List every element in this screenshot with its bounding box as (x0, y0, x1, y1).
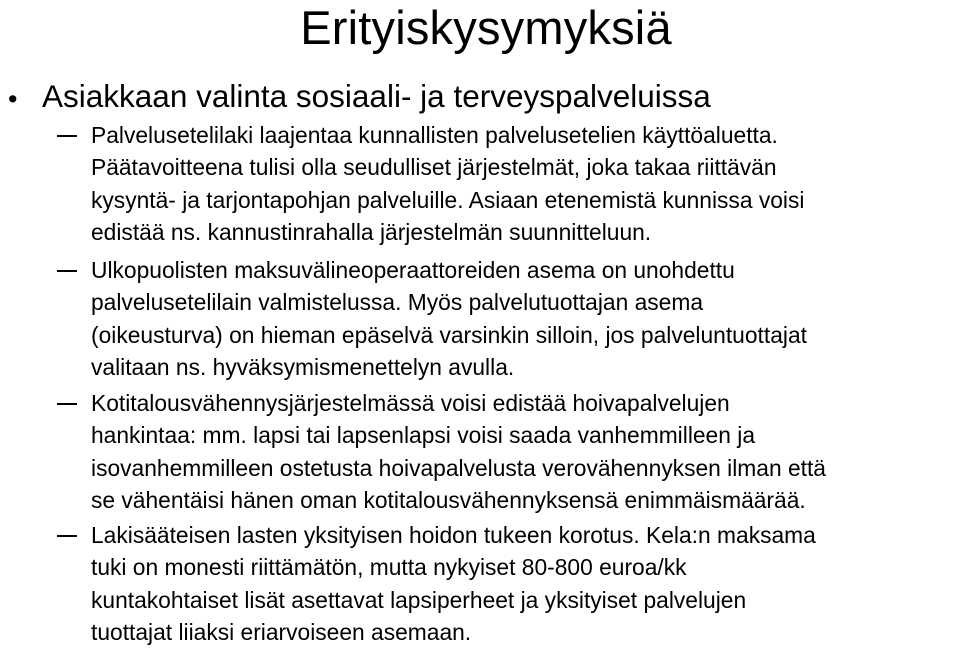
sub-bullet-line: hankintaa: mm. lapsi tai lapsenlapsi voisi saada vanhemmilleen ja (91, 422, 755, 449)
sub-bullet-line: Päätavoitteena tulisi olla seudulliset järjestelmät, joka takaa riittävän (91, 154, 777, 181)
sub-bullet-line: valitaan ns. hyväksymismenettelyn avulla. (91, 353, 515, 380)
sub-bullet-line: se vähentäisi hänen oman kotitalousvähennyksensä enimmäismäärää. (91, 486, 806, 513)
sub-bullet-line: edistää ns. kannustinrahalla järjestelmän suunnitteluun. (91, 218, 652, 245)
slide-title: Erityiskysymyksiä (300, 1, 672, 54)
sub-bullet-line: Lakisääteisen lasten yksityisen hoidon tukeen korotus. Kela:n maksama (91, 522, 816, 548)
sub-bullet-line: Ulkopuolisten maksuvälineoperaattoreiden asema on unohdettu (91, 257, 735, 283)
sub-bullet-text (91, 254, 960, 383)
sub-bullet-line: tuottajat liiaksi eriarvoiseen asemaan. (91, 618, 472, 645)
sub-bullet-line: isovanhemmilleen ostetusta hoivapalvelusta verovähennyksen ilman että (91, 454, 826, 481)
sub-bullet-line: kysyntä- ja tarjontapohjan palveluille. Asiaan etenemistä kunnissa voisi (91, 186, 805, 213)
sub-bullet-line: kuntakohtaiset lisät asettavat lapsiperheet ja yksityiset palvelujen (91, 586, 747, 613)
sub-bullet-text (91, 387, 960, 516)
sub-bullet-line: palvelusetelilain valmistelussa. Myös palvelutuottajan asema (91, 289, 704, 316)
sub-bullet-line: (oikeusturva) on hieman epäselvä varsinkin silloin, jos palveluntuottajat (91, 321, 807, 348)
main-bullet-text: Asiakkaan valinta sosiaali- ja terveyspalveluissa (42, 78, 711, 114)
sub-bullet-text (91, 119, 960, 248)
sub-bullet-line: Kotitalousvähennysjärjestelmässä voisi edistää hoivapalvelujen (91, 390, 730, 416)
dash-icon (57, 135, 77, 137)
dash-icon (57, 270, 77, 272)
sub-bullet-line: Palvelusetelilaki laajentaa kunnallisten palvelusetelien käyttöaluetta. (91, 122, 778, 148)
dash-icon (57, 535, 77, 537)
dash-icon (57, 403, 77, 405)
bullet-dot-icon: • (8, 84, 18, 114)
sub-bullet-line: tuki on monesti riittämätön, mutta nykyiset 80-800 euroa/kk (91, 554, 687, 581)
sub-bullet-text (91, 519, 960, 648)
